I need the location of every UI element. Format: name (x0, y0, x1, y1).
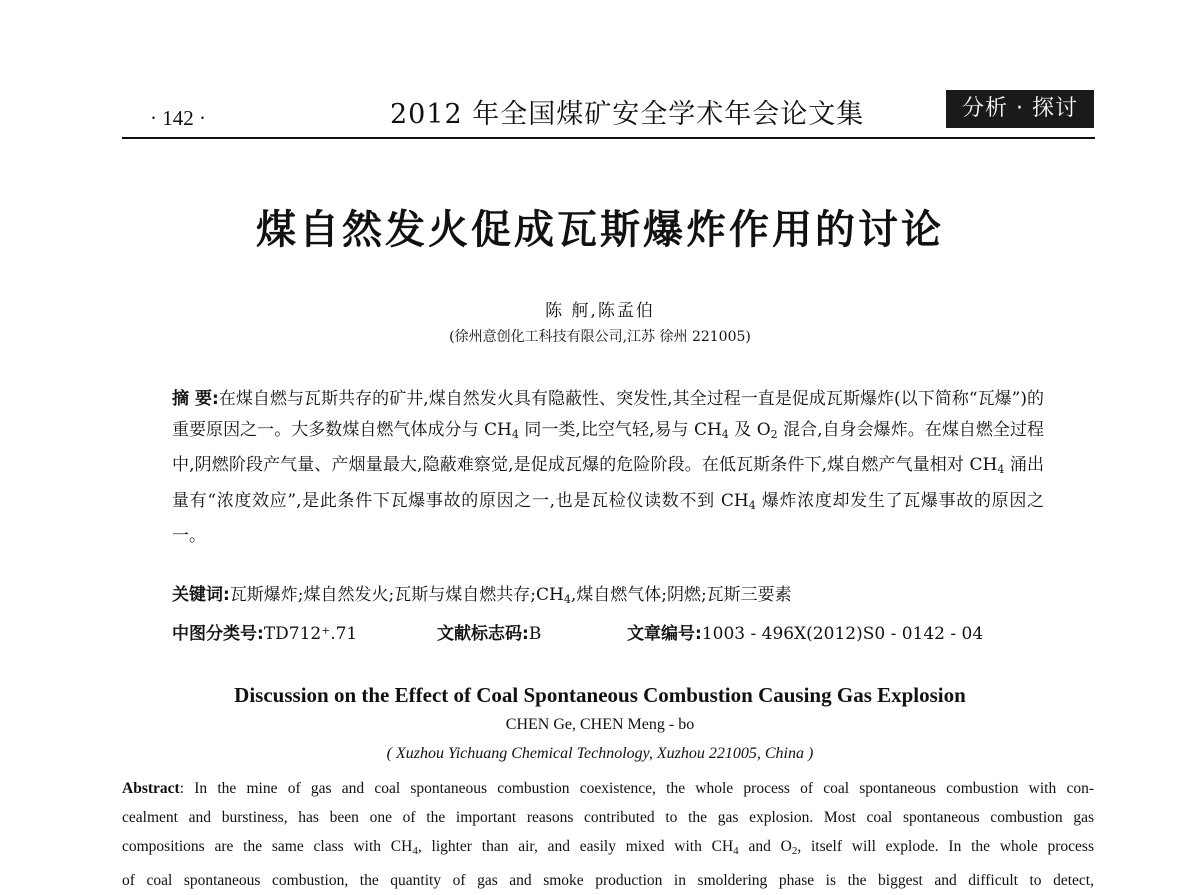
abstract-en-text: , itself will explode. In the whole process (797, 838, 1094, 855)
subscript: 4 (748, 498, 756, 512)
abstract-cn-text: 同一类,比空气轻,易与 CH (518, 419, 722, 440)
abstract-en-line (122, 832, 1094, 866)
english-authors: CHEN Ge, CHEN Meng - bo (505, 716, 695, 733)
article-id-value: 1003 - 496X(2012)S0 - 0142 - 04 (701, 624, 984, 644)
abstract-en-line: cealment and burstiness, has been one of the important reasons contributed to the gas explosion. Most coal spontaneous combustion gas (122, 809, 1094, 826)
paper-title: 煤自然发火促成瓦斯爆炸作用的讨论 (256, 207, 944, 253)
abstract-en-text: , lighter than air, and easily mixed with CH (417, 838, 734, 855)
abstract-en (122, 774, 1094, 895)
english-affiliation: ( Xuzhou Yichuang Chemical Technology, Xuzhou 221005, China ) (386, 745, 814, 762)
abstract-cn-text: 混合,自身会爆炸。在煤自燃全过程中,阴燃阶段产气量、产烟量最大,隐蔽难察觉,是促成瓦爆的危险阶段。在低瓦斯条件下,煤自燃产气量相对 CH (172, 419, 1044, 475)
english-title: Discussion on the Effect of Coal Spontaneous Combustion Causing Gas Explosion (234, 683, 966, 707)
abstract-en-line: of coal spontaneous combustion, the quantity of gas and smoke production in smoldering phase is the biggest and difficult to detect, (122, 872, 1094, 889)
article-id-label: 文章编号: (627, 624, 702, 644)
keywords-text: 瓦斯爆炸;煤自然发火;瓦斯与煤自燃共存;CH (229, 585, 564, 605)
keywords (172, 580, 1052, 606)
abstract-en-text: : In the mine of gas and coal spontaneous combustion coexistence, the whole process of coal spontaneous combustion with con- (179, 780, 1094, 797)
subscript: 2 (791, 845, 798, 857)
abstract-en-text: and O (738, 838, 792, 855)
clc-label: 中图分类号: (172, 624, 264, 644)
abstract-en-label: Abstract (122, 780, 180, 797)
journal-title: 2012 年全国煤矿安全学术年会论文集 (390, 99, 865, 130)
subscript: 4 (733, 845, 739, 857)
affiliation: (徐州意创化工科技有限公司,江苏 徐州 221005) (449, 329, 751, 345)
abstract-cn-text: 及 O (728, 419, 771, 440)
doc-code-label: 文献标志码: (437, 624, 529, 644)
subscript: 4 (563, 593, 571, 606)
clc-value: TD712⁺.71 (263, 624, 358, 644)
authors: 陈 舸,陈孟伯 (545, 301, 655, 321)
subscript: 4 (511, 427, 519, 441)
subscript: 4 (721, 427, 729, 441)
abstract-cn (172, 384, 1044, 552)
subscript: 4 (412, 845, 418, 857)
page-number: · 142 · (150, 106, 206, 130)
subscript: 4 (997, 463, 1005, 476)
header-rule (122, 137, 1095, 139)
abstract-cn-text: 在煤自燃与瓦斯共存的矿井,煤自然发火具有隐蔽性、突发性,其全过程一直是促成瓦斯爆炸(以下简称“瓦爆”)的重要原因之一。大多数煤自燃气体成分与 CH (172, 389, 1045, 440)
keywords-label: 关键词: (172, 585, 230, 605)
abstract-en-text: compositions are the same class with CH (122, 838, 413, 855)
abstract-en-line (122, 774, 1094, 803)
subscript: 2 (770, 427, 778, 441)
classification-line (172, 619, 1052, 644)
keywords-text: ,煤自燃气体;阴燃;瓦斯三要素 (570, 585, 792, 605)
section-tag: 分析 · 探讨 (946, 90, 1094, 128)
abstract-cn-text: 爆炸浓度却发生了瓦爆事故的原因之一。 (172, 490, 1044, 546)
doc-code-value: B (528, 624, 542, 644)
abstract-cn-label: 摘 要: (172, 389, 219, 409)
abstract-cn-text: 涌出量有“浓度效应”,是此条件下瓦爆事故的原因之一,也是瓦检仪读数不到 CH (172, 455, 1044, 511)
